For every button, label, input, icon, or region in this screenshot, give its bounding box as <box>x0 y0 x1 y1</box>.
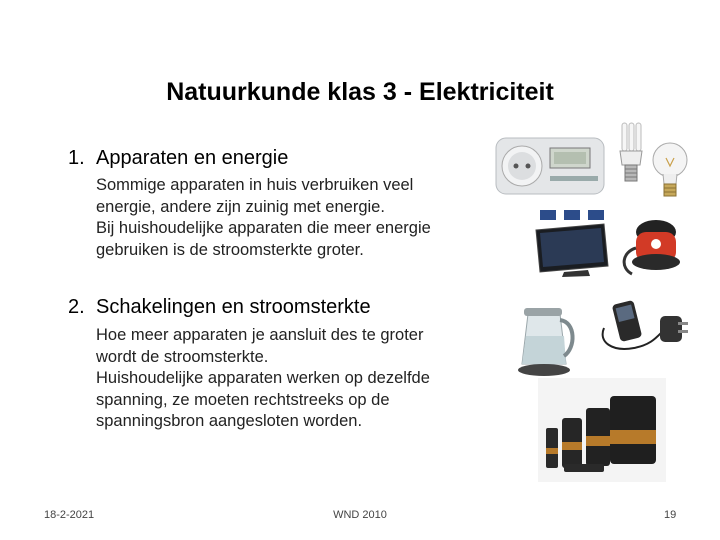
section-2-line: spanning, ze moeten rechtstreeks op de <box>96 390 390 409</box>
section-1-line: Sommige apparaten in huis verbruiken veel <box>96 176 414 194</box>
section-2-line: Hoe meer apparaten je aansluit des te groter <box>96 326 424 344</box>
section-2-line: Huishoudelijke apparaten werken op dezelfde <box>96 369 430 387</box>
footer-page-number: 19 <box>664 509 677 521</box>
energy-meter-icon <box>494 136 606 198</box>
section-1-text <box>96 175 431 261</box>
kettle-icon <box>512 300 582 380</box>
section-2-text <box>96 325 430 433</box>
section-1-line: Bij huishoudelijke apparaten die meer energie <box>96 219 431 237</box>
footer-date: 18-2-2021 <box>44 509 95 521</box>
section-1-heading <box>68 147 288 170</box>
section-1-number: 1. <box>68 147 85 169</box>
vacuum-cleaner-icon <box>616 208 686 280</box>
section-1-title: Apparaten en energie <box>96 147 289 169</box>
slide-title: Natuurkunde klas 3 - Elektriciteit <box>166 78 554 106</box>
flat-tv-icon <box>532 222 612 278</box>
footer-center: WND 2010 <box>333 509 387 521</box>
cfl-bulb-icon <box>614 121 648 187</box>
section-2-line: spanningsbron aangesloten worden. <box>96 412 363 430</box>
phone-charger-icon <box>594 298 694 358</box>
section-2-heading <box>68 296 371 319</box>
batteries-icon <box>538 378 666 482</box>
section-1-line: energie, andere zijn zuinig met energie. <box>96 197 385 216</box>
section-2-title: Schakelingen en stroomsterkte <box>96 296 371 318</box>
section-1-line: gebruiken is de stroomsterkte groter. <box>96 240 364 259</box>
section-2-line: wordt de stroomsterkte. <box>96 347 269 366</box>
light-bulb-icon <box>650 140 690 202</box>
section-2-number: 2. <box>68 296 85 318</box>
